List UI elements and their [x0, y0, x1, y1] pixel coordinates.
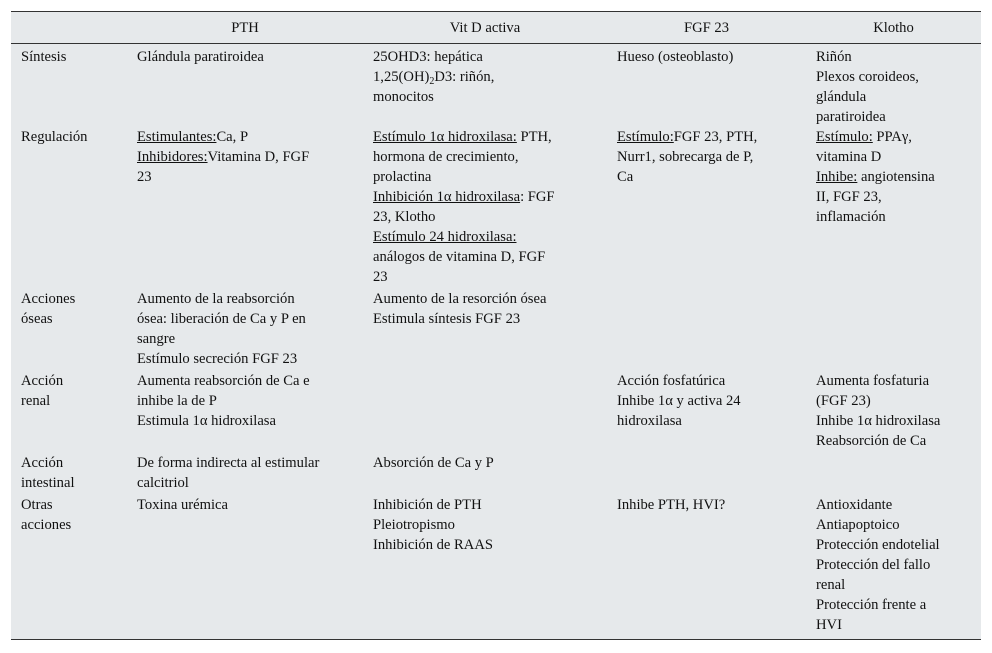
cell-pth: Aumenta reabsorción de Ca e inhibe la de P Estimula 1α hidroxilasa — [137, 373, 310, 429]
table-row-accion-intestinal — [11, 453, 981, 495]
comparison-table-container — [11, 11, 981, 640]
cell-klotho: Aumenta fosfaturia (FGF 23) Inhibe 1α hidroxilasa Reabsorción de Ca — [816, 373, 941, 449]
cell-klotho: Antioxidante Antiapoptoico Protección endotelial Protección del fallo renal Protección frente a HVI — [816, 497, 940, 633]
cell-klotho — [806, 453, 981, 495]
comparison-table — [11, 12, 981, 640]
cell-fgf23 — [607, 289, 806, 371]
row-label: Síntesis — [21, 49, 67, 65]
cell-vitd: 25OHD3: hepática $1,25(OH)_2D3$: riñón, monocitos — [363, 44, 607, 128]
cell-vitd: Estímulo 1α hidroxilasa: PTH, hormona de crecimiento, prolactina Inhibición 1α hidroxilasa: FGF 23, Klotho Estímulo 24 hidroxilasa: análogos de vitamina D, FGF 23 — [373, 129, 555, 285]
header-empty — [11, 12, 127, 44]
cell-pth: Glándula paratiroidea — [137, 49, 264, 65]
table-row-sintesis — [11, 44, 981, 128]
header-pth: PTH — [127, 12, 363, 44]
table-row-regulacion — [11, 127, 981, 289]
table-row-otras-acciones — [11, 495, 981, 640]
cell-vitd: Absorción de Ca y P — [373, 455, 494, 471]
cell-klotho — [806, 289, 981, 371]
table-row-acciones-oseas — [11, 289, 981, 371]
cell-vitd — [363, 371, 607, 453]
cell-fgf23: Hueso (osteoblasto) — [617, 49, 734, 65]
header-vitd: Vit D activa — [363, 12, 607, 44]
cell-pth: De forma indirecta al estimular calcitriol — [137, 455, 320, 491]
table-row-accion-renal — [11, 371, 981, 453]
cell-pth: Estimulantes:Ca, P Inhibidores:Vitamina D, FGF 23 — [137, 129, 310, 185]
cell-fgf23 — [607, 453, 806, 495]
header-fgf23: FGF 23 — [607, 12, 806, 44]
cell-fgf23: Estímulo:FGF 23, PTH, Nurr1, sobrecarga de P, Ca — [617, 129, 758, 185]
cell-fgf23: Inhibe PTH, HVI? — [617, 497, 726, 513]
cell-text-line: $1,25(OH)_2D3$: riñón, — [373, 69, 495, 87]
row-label: Acción renal — [21, 373, 64, 409]
cell-klotho: Estímulo: PPAγ, vitamina D Inhibe: angiotensina II, FGF 23, inflamación — [816, 129, 935, 225]
row-label: Acciones óseas — [21, 291, 76, 327]
row-label: Acción intestinal — [21, 455, 75, 491]
cell-pth: Toxina urémica — [137, 497, 228, 513]
cell-vitd: Aumento de la resorción ósea Estimula síntesis FGF 23 — [373, 291, 547, 327]
cell-klotho: Riñón Plexos coroideos, glándula paratiroidea — [816, 49, 919, 125]
row-label: Otras acciones — [21, 497, 72, 533]
cell-pth: Aumento de la reabsorción ósea: liberación de Ca y P en sangre Estímulo secreción FGF 23 — [137, 291, 306, 367]
cell-fgf23: Acción fosfatúrica Inhibe 1α y activa 24 hidroxilasa — [617, 373, 741, 429]
row-label: Regulación — [21, 129, 88, 145]
cell-vitd: Inhibición de PTH Pleiotropismo Inhibición de RAAS — [373, 497, 493, 553]
header-row — [11, 12, 981, 44]
header-klotho: Klotho — [806, 12, 981, 44]
